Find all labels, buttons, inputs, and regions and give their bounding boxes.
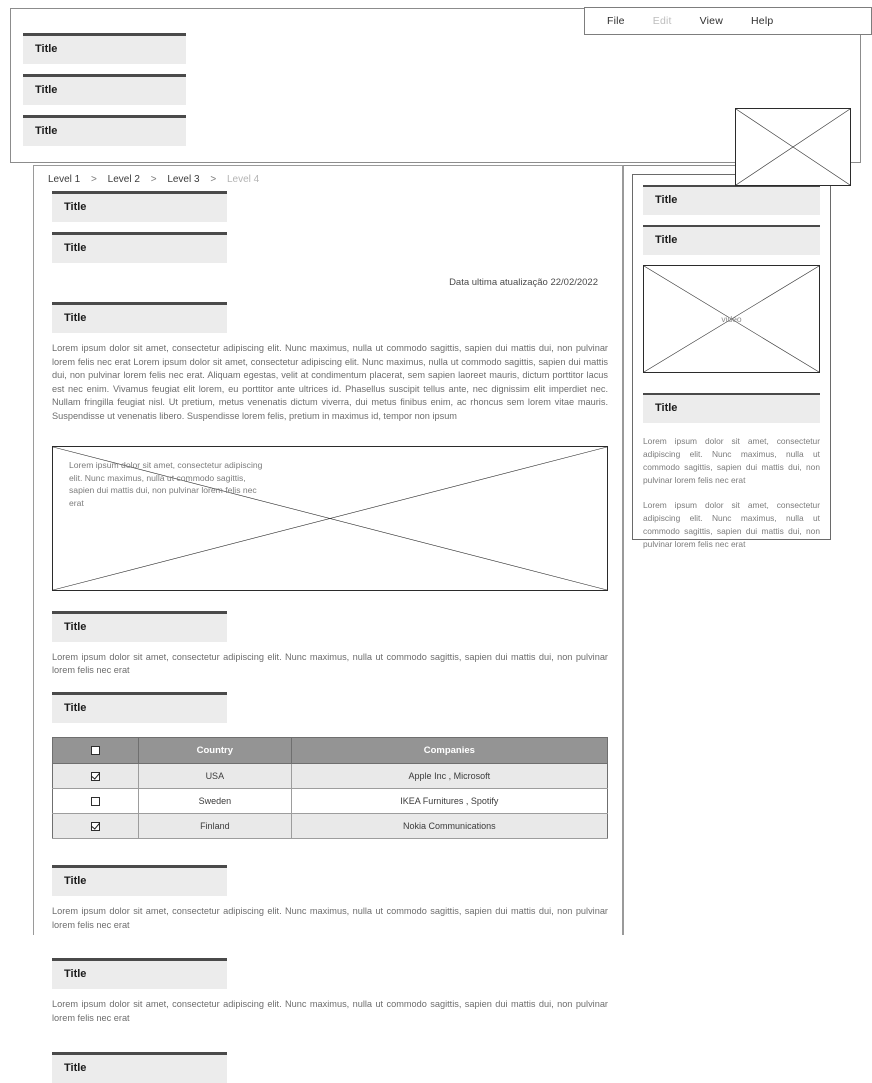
row-checkbox-cell[interactable] xyxy=(53,789,139,814)
sidebar-body-1: Lorem ipsum dolor sit amet, consectetur adipiscing elit. Nunc maximus, nulla ut commodo sagittis, sapien dui mattis dui, non pulvinar lorem felis nec erat xyxy=(643,436,820,486)
spacer xyxy=(52,839,608,865)
select-all-checkbox-icon[interactable] xyxy=(91,746,100,755)
menubar[interactable] xyxy=(584,7,872,35)
main-image-placeholder xyxy=(52,446,608,591)
sidebar-body-2: Lorem ipsum dolor sit amet, consectetur adipiscing elit. Nunc maximus, nulla ut commodo sagittis, sapien dui mattis dui, non pulvinar lorem felis nec erat xyxy=(643,500,820,550)
header-title-3[interactable]: Title xyxy=(23,115,186,146)
table-header-companies[interactable]: Companies xyxy=(291,737,607,763)
spacer xyxy=(52,932,608,958)
header-title-group xyxy=(23,33,186,156)
row-companies: Apple Inc , Microsoft xyxy=(291,763,607,788)
section-1-body: Lorem ipsum dolor sit amet, consectetur adipiscing elit. Nunc maximus, nulla ut commodo sagittis, sapien dui mattis dui, non pulvinar lorem felis nec erat Lorem ipsum dolor sit amet, consectetur adipiscing elit. Nunc maximus, nulla ut commodo sagittis, sapien dui mattis dui, non pulvinar lorem felis nec erat. Aliquam egestas, velit at condimentum placerat, sem sapien laoreet mauris, dictum porttitor lacus est nec enim. Vivamus feugiat elit lorem, eu porttitor ante ultrices id. Phasellus suscipit tellus ante, nec dignissim elit imperdiet nec. Nullam fringilla feugiat nisl. Ut pretium, metus venenatis dictum viverra, dui metus finibus enim, ac rhoncus sem lorem vitae mauris. Suspendisse ut venenatis libero. Suspendisse lorem felis, pretium in maximus id, tempor non ipsum xyxy=(52,343,608,422)
row-companies: Nokia Communications xyxy=(291,814,607,839)
row-checkbox-icon[interactable] xyxy=(91,772,100,781)
breadcrumb-separator: > xyxy=(91,174,97,185)
section-2-title[interactable]: Title xyxy=(52,611,227,642)
page-area xyxy=(10,165,861,1074)
cross-diagonals-icon xyxy=(736,109,850,185)
spacer xyxy=(52,288,608,302)
main-content-column xyxy=(33,165,623,1074)
spacer xyxy=(52,1026,608,1052)
section-2-body: Lorem ipsum dolor sit amet, consectetur adipiscing elit. Nunc maximus, nulla ut commodo sagittis, sapien dui mattis dui, non pulvinar lorem felis nec erat xyxy=(52,651,608,676)
main-title-2[interactable]: Title xyxy=(52,232,227,263)
video-placeholder[interactable] xyxy=(643,265,820,373)
breadcrumb-separator: > xyxy=(150,174,157,185)
breadcrumb-level-3[interactable]: Level 3 xyxy=(167,174,200,185)
spacer xyxy=(52,222,608,232)
row-checkbox-icon[interactable] xyxy=(91,797,100,806)
video-label: video xyxy=(721,314,742,324)
spacer xyxy=(52,591,608,611)
sidebar-title-2[interactable]: Title xyxy=(643,225,820,255)
table-header-row xyxy=(53,737,608,763)
menu-item-edit[interactable]: Edit xyxy=(652,15,672,27)
row-checkbox-cell[interactable] xyxy=(53,814,139,839)
sidebar-card xyxy=(632,174,831,550)
spacer xyxy=(643,215,820,225)
table-header-country[interactable]: Country xyxy=(139,737,292,763)
menu-item-view[interactable]: View xyxy=(699,15,724,27)
main-title-1[interactable]: Title xyxy=(52,191,227,222)
table-header-select-all[interactable] xyxy=(53,737,139,763)
countries-table xyxy=(52,737,608,839)
header-window xyxy=(10,8,861,163)
breadcrumb-level-2[interactable]: Level 2 xyxy=(107,174,140,185)
row-companies: IKEA Furnitures , Spotify xyxy=(291,789,607,814)
sidebar-column xyxy=(623,165,841,935)
main-image-caption: Lorem ipsum dolor sit amet, consectetur adipiscing elit. Nunc maximus, nulla ut commodo sagittis, sapien dui mattis dui, non pulvinar lorem felis nec erat xyxy=(69,459,263,509)
last-updated-label: Data ultima atualização 22/02/2022 xyxy=(449,277,598,288)
row-country: USA xyxy=(139,763,292,788)
spacer xyxy=(52,678,608,692)
table-row[interactable] xyxy=(53,814,608,839)
table-title[interactable]: Title xyxy=(52,692,227,723)
menu-item-help[interactable]: Help xyxy=(751,15,774,27)
header-title-1[interactable]: Title xyxy=(23,33,186,64)
section-4-title[interactable]: Title xyxy=(52,958,227,989)
section-3-body: Lorem ipsum dolor sit amet, consectetur adipiscing elit. Nunc maximus, nulla ut commodo sagittis, sapien dui mattis dui, non pulvinar lorem felis nec erat xyxy=(52,906,608,930)
main-inner xyxy=(34,191,622,1083)
row-country: Finland xyxy=(139,814,292,839)
breadcrumb-level-4: Level 4 xyxy=(226,174,260,185)
image-placeholder-icon xyxy=(735,108,851,186)
row-checkbox-icon[interactable] xyxy=(91,822,100,831)
breadcrumb xyxy=(34,166,622,191)
breadcrumb-separator: > xyxy=(210,174,217,185)
section-1-title[interactable]: Title xyxy=(52,302,227,333)
header-title-2[interactable]: Title xyxy=(23,74,186,105)
spacer xyxy=(643,373,820,393)
section-5-title[interactable]: Title xyxy=(52,1052,227,1083)
sidebar-title-3[interactable]: Title xyxy=(643,393,820,423)
section-4-body: Lorem ipsum dolor sit amet, consectetur adipiscing elit. Nunc maximus, nulla ut commodo sagittis, sapien dui mattis dui, non pulvinar lorem felis nec erat xyxy=(52,999,608,1024)
menu-item-file[interactable]: File xyxy=(607,15,625,27)
table-row[interactable] xyxy=(53,789,608,814)
table-row[interactable] xyxy=(53,763,608,788)
row-country: Sweden xyxy=(139,789,292,814)
breadcrumb-level-1[interactable]: Level 1 xyxy=(48,174,81,185)
sidebar-title-1[interactable]: Title xyxy=(643,185,820,215)
section-3-title[interactable]: Title xyxy=(52,865,227,896)
row-checkbox-cell[interactable] xyxy=(53,763,139,788)
